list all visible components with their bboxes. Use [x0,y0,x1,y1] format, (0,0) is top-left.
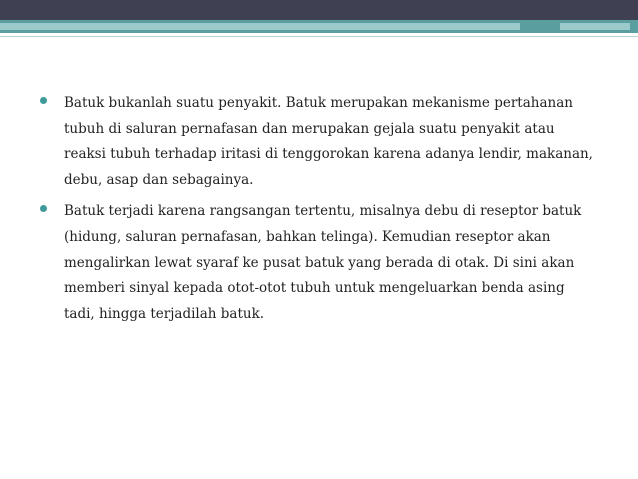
bullet-item [38,199,598,327]
bullet-text: Batuk bukanlah suatu penyakit. Batuk merupakan mekanisme pertahanan tubuh di saluran pernafasan dan merupakan gejala suatu penyakit atau reaksi tubuh terhadap iritasi di tenggorokan karena adanya lendir, makanan, debu, asap dan sebagainya. [64,95,593,188]
teal-highlight-segment [0,23,520,30]
bullet-dot-icon [40,97,47,104]
bullet-dot-icon [40,205,47,212]
slide-bullet-list [38,91,598,333]
bullet-text: Batuk terjadi karena rangsangan tertentu, misalnya debu di reseptor batuk (hidung, saluran pernafasan, bahkan telinga). Kemudian reseptor akan mengalirkan lewat syaraf ke pusat batuk yang berada di otak. Di sini akan memberi sinyal kepada otot-otot tubuh untuk mengeluarkan benda asing tadi, hingga terjadilah batuk. [64,203,582,322]
bullet-item [38,91,598,193]
header-teal-band [0,20,638,33]
teal-highlight-segment [560,23,630,30]
header-dark-band [0,0,638,20]
header-thin-rule [0,36,638,37]
